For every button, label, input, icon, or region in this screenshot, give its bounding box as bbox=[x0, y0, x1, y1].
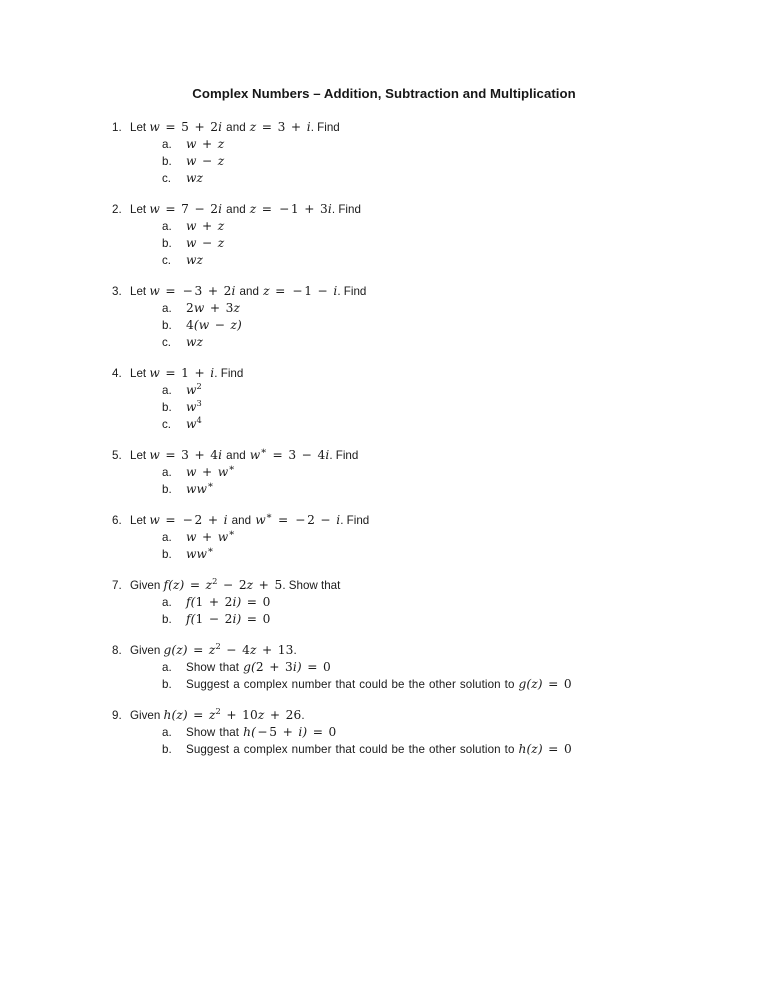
question-prompt-suffix: . Find bbox=[331, 203, 361, 216]
question-prompt bbox=[0, 577, 768, 594]
question-prompt-prefix: Let bbox=[130, 121, 150, 134]
question-item bbox=[0, 447, 768, 498]
question-subitem bbox=[0, 546, 768, 563]
question-prompt bbox=[0, 512, 768, 529]
question-prompt bbox=[0, 642, 768, 659]
question-subitem bbox=[0, 317, 768, 334]
question-item bbox=[0, 707, 768, 758]
question-prompt bbox=[0, 707, 768, 724]
question-prompt-suffix: . Show that bbox=[282, 579, 341, 592]
question-prompt-expression: $h(z) = z^2 + 10z + 26$ bbox=[163, 705, 302, 722]
subitem-text: w + z bbox=[186, 219, 225, 233]
question-subitem bbox=[0, 529, 768, 546]
question-prompt-expression: $f(z) = z^2 - 2z + 5$ bbox=[163, 575, 283, 592]
subitem-text: 2w + 3z bbox=[186, 301, 241, 315]
subitem-text: $w^4$ bbox=[186, 414, 202, 431]
question-prompt-prefix: Given bbox=[130, 579, 164, 592]
question-number: 1. bbox=[112, 121, 122, 134]
question-prompt-expression: w = − 3 + 2i and z = − 1 − i bbox=[149, 284, 338, 298]
question-subitem bbox=[0, 594, 768, 611]
subitem-text: w + w∗ bbox=[186, 527, 236, 544]
subitem-text: $w^3$ bbox=[186, 397, 202, 414]
subitem-text: 4(w − z) bbox=[186, 318, 242, 332]
question-prompt-expression: w = 3 + 4i and w∗ = 3 − 4i bbox=[149, 445, 330, 462]
subitem-text: wz bbox=[186, 335, 204, 349]
subitem-text: w − z bbox=[186, 236, 225, 250]
subitem-marker: a. bbox=[162, 138, 172, 151]
question-subitem bbox=[0, 416, 768, 433]
question-item bbox=[0, 201, 768, 269]
question-prompt-prefix: Let bbox=[130, 203, 150, 216]
question-subitem bbox=[0, 724, 768, 741]
question-prompt-suffix: . Find bbox=[310, 121, 340, 134]
question-subitem bbox=[0, 252, 768, 269]
question-prompt-suffix: . Find bbox=[340, 514, 370, 527]
subitem-marker: b. bbox=[162, 237, 172, 250]
question-prompt-suffix: . Find bbox=[214, 367, 244, 380]
question-subitem bbox=[0, 611, 768, 628]
question-number: 3. bbox=[112, 285, 122, 298]
question-prompt-suffix: . bbox=[301, 709, 305, 722]
subitem-marker: a. bbox=[162, 531, 172, 544]
question-subitem bbox=[0, 676, 768, 693]
subitem-marker: b. bbox=[162, 548, 172, 561]
subitem-marker: b. bbox=[162, 319, 172, 332]
subitem-text: ww∗ bbox=[186, 479, 214, 496]
question-subitem bbox=[0, 382, 768, 399]
subitem-text: w + z bbox=[186, 137, 225, 151]
question-subitem bbox=[0, 153, 768, 170]
subitem-marker: b. bbox=[162, 743, 172, 756]
subitem-text: wz bbox=[186, 253, 204, 267]
question-subitem bbox=[0, 741, 768, 758]
subitem-marker: a. bbox=[162, 466, 172, 479]
question-item bbox=[0, 577, 768, 628]
subitem-text: w + w∗ bbox=[186, 462, 236, 479]
question-number: 5. bbox=[112, 449, 122, 462]
question-prompt-prefix: Let bbox=[130, 367, 150, 380]
question-subitem bbox=[0, 136, 768, 153]
question-prompt-suffix: . bbox=[293, 644, 297, 657]
subitem-marker: a. bbox=[162, 596, 172, 609]
question-number: 7. bbox=[112, 579, 122, 592]
subitem-marker: c. bbox=[162, 172, 172, 185]
question-prompt-suffix: . Find bbox=[337, 285, 367, 298]
subitem-marker: b. bbox=[162, 483, 172, 496]
subitem-marker: b. bbox=[162, 155, 172, 168]
question-item bbox=[0, 642, 768, 693]
question-number: 2. bbox=[112, 203, 122, 216]
subitem-text: ww∗ bbox=[186, 544, 214, 561]
question-subitem bbox=[0, 464, 768, 481]
question-item bbox=[0, 283, 768, 351]
subitem-marker: c. bbox=[162, 418, 172, 431]
subitem-marker: c. bbox=[162, 336, 172, 349]
subitem-text: Show that g(2 + 3i) = 0 bbox=[186, 660, 331, 674]
subitem-text: $w^2$ bbox=[186, 380, 202, 397]
subitem-text: Suggest a complex number that could be the other solution to h(z) = 0 bbox=[186, 742, 572, 756]
question-subitem bbox=[0, 399, 768, 416]
question-prompt-expression: w = − 2 + i and w∗ = − 2 − i bbox=[149, 510, 341, 527]
subitem-marker: a. bbox=[162, 384, 172, 397]
question-number: 9. bbox=[112, 709, 122, 722]
subitem-marker: b. bbox=[162, 678, 172, 691]
question-number: 8. bbox=[112, 644, 122, 657]
page-title: Complex Numbers – Addition, Subtraction and Multiplication bbox=[192, 86, 576, 101]
question-subitem bbox=[0, 235, 768, 252]
question-subitem bbox=[0, 170, 768, 187]
question-subitem bbox=[0, 481, 768, 498]
question-prompt bbox=[0, 447, 768, 464]
subitem-marker: a. bbox=[162, 726, 172, 739]
question-prompt bbox=[0, 201, 768, 218]
subitem-marker: a. bbox=[162, 661, 172, 674]
question-prompt-prefix: Let bbox=[130, 449, 150, 462]
subitem-text: wz bbox=[186, 171, 204, 185]
subitem-marker: b. bbox=[162, 613, 172, 626]
subitem-text: Suggest a complex number that could be the other solution to g(z) = 0 bbox=[186, 677, 572, 691]
subitem-marker: a. bbox=[162, 220, 172, 233]
subitem-text: f(1 + 2i) = 0 bbox=[186, 595, 271, 609]
question-prompt bbox=[0, 365, 768, 382]
question-prompt-suffix: . Find bbox=[329, 449, 359, 462]
subitem-text: Show that h( − 5 + i) = 0 bbox=[186, 725, 337, 739]
question-item bbox=[0, 512, 768, 563]
question-list bbox=[0, 119, 768, 772]
question-subitem bbox=[0, 218, 768, 235]
question-prompt-prefix: Let bbox=[130, 285, 150, 298]
subitem-text: f(1 − 2i) = 0 bbox=[186, 612, 271, 626]
question-subitem bbox=[0, 659, 768, 676]
question-subitem bbox=[0, 334, 768, 351]
question-prompt-expression: $g(z) = z^2 - 4z + 13$ bbox=[163, 640, 294, 657]
question-item bbox=[0, 365, 768, 433]
subitem-text: w − z bbox=[186, 154, 225, 168]
question-item bbox=[0, 119, 768, 187]
question-number: 4. bbox=[112, 367, 122, 380]
subitem-marker: a. bbox=[162, 302, 172, 315]
question-prompt-expression: w = 7 − 2i and z = − 1 + 3i bbox=[149, 202, 332, 216]
question-subitem bbox=[0, 300, 768, 317]
question-prompt bbox=[0, 119, 768, 136]
question-prompt-expression: w = 1 + i bbox=[149, 366, 215, 380]
question-number: 6. bbox=[112, 514, 122, 527]
subitem-marker: b. bbox=[162, 401, 172, 414]
question-prompt-expression: w = 5 + 2i and z = 3 + i bbox=[149, 120, 311, 134]
question-prompt bbox=[0, 283, 768, 300]
subitem-marker: c. bbox=[162, 254, 172, 267]
question-prompt-prefix: Let bbox=[130, 514, 150, 527]
question-prompt-prefix: Given bbox=[130, 709, 164, 722]
question-prompt-prefix: Given bbox=[130, 644, 164, 657]
